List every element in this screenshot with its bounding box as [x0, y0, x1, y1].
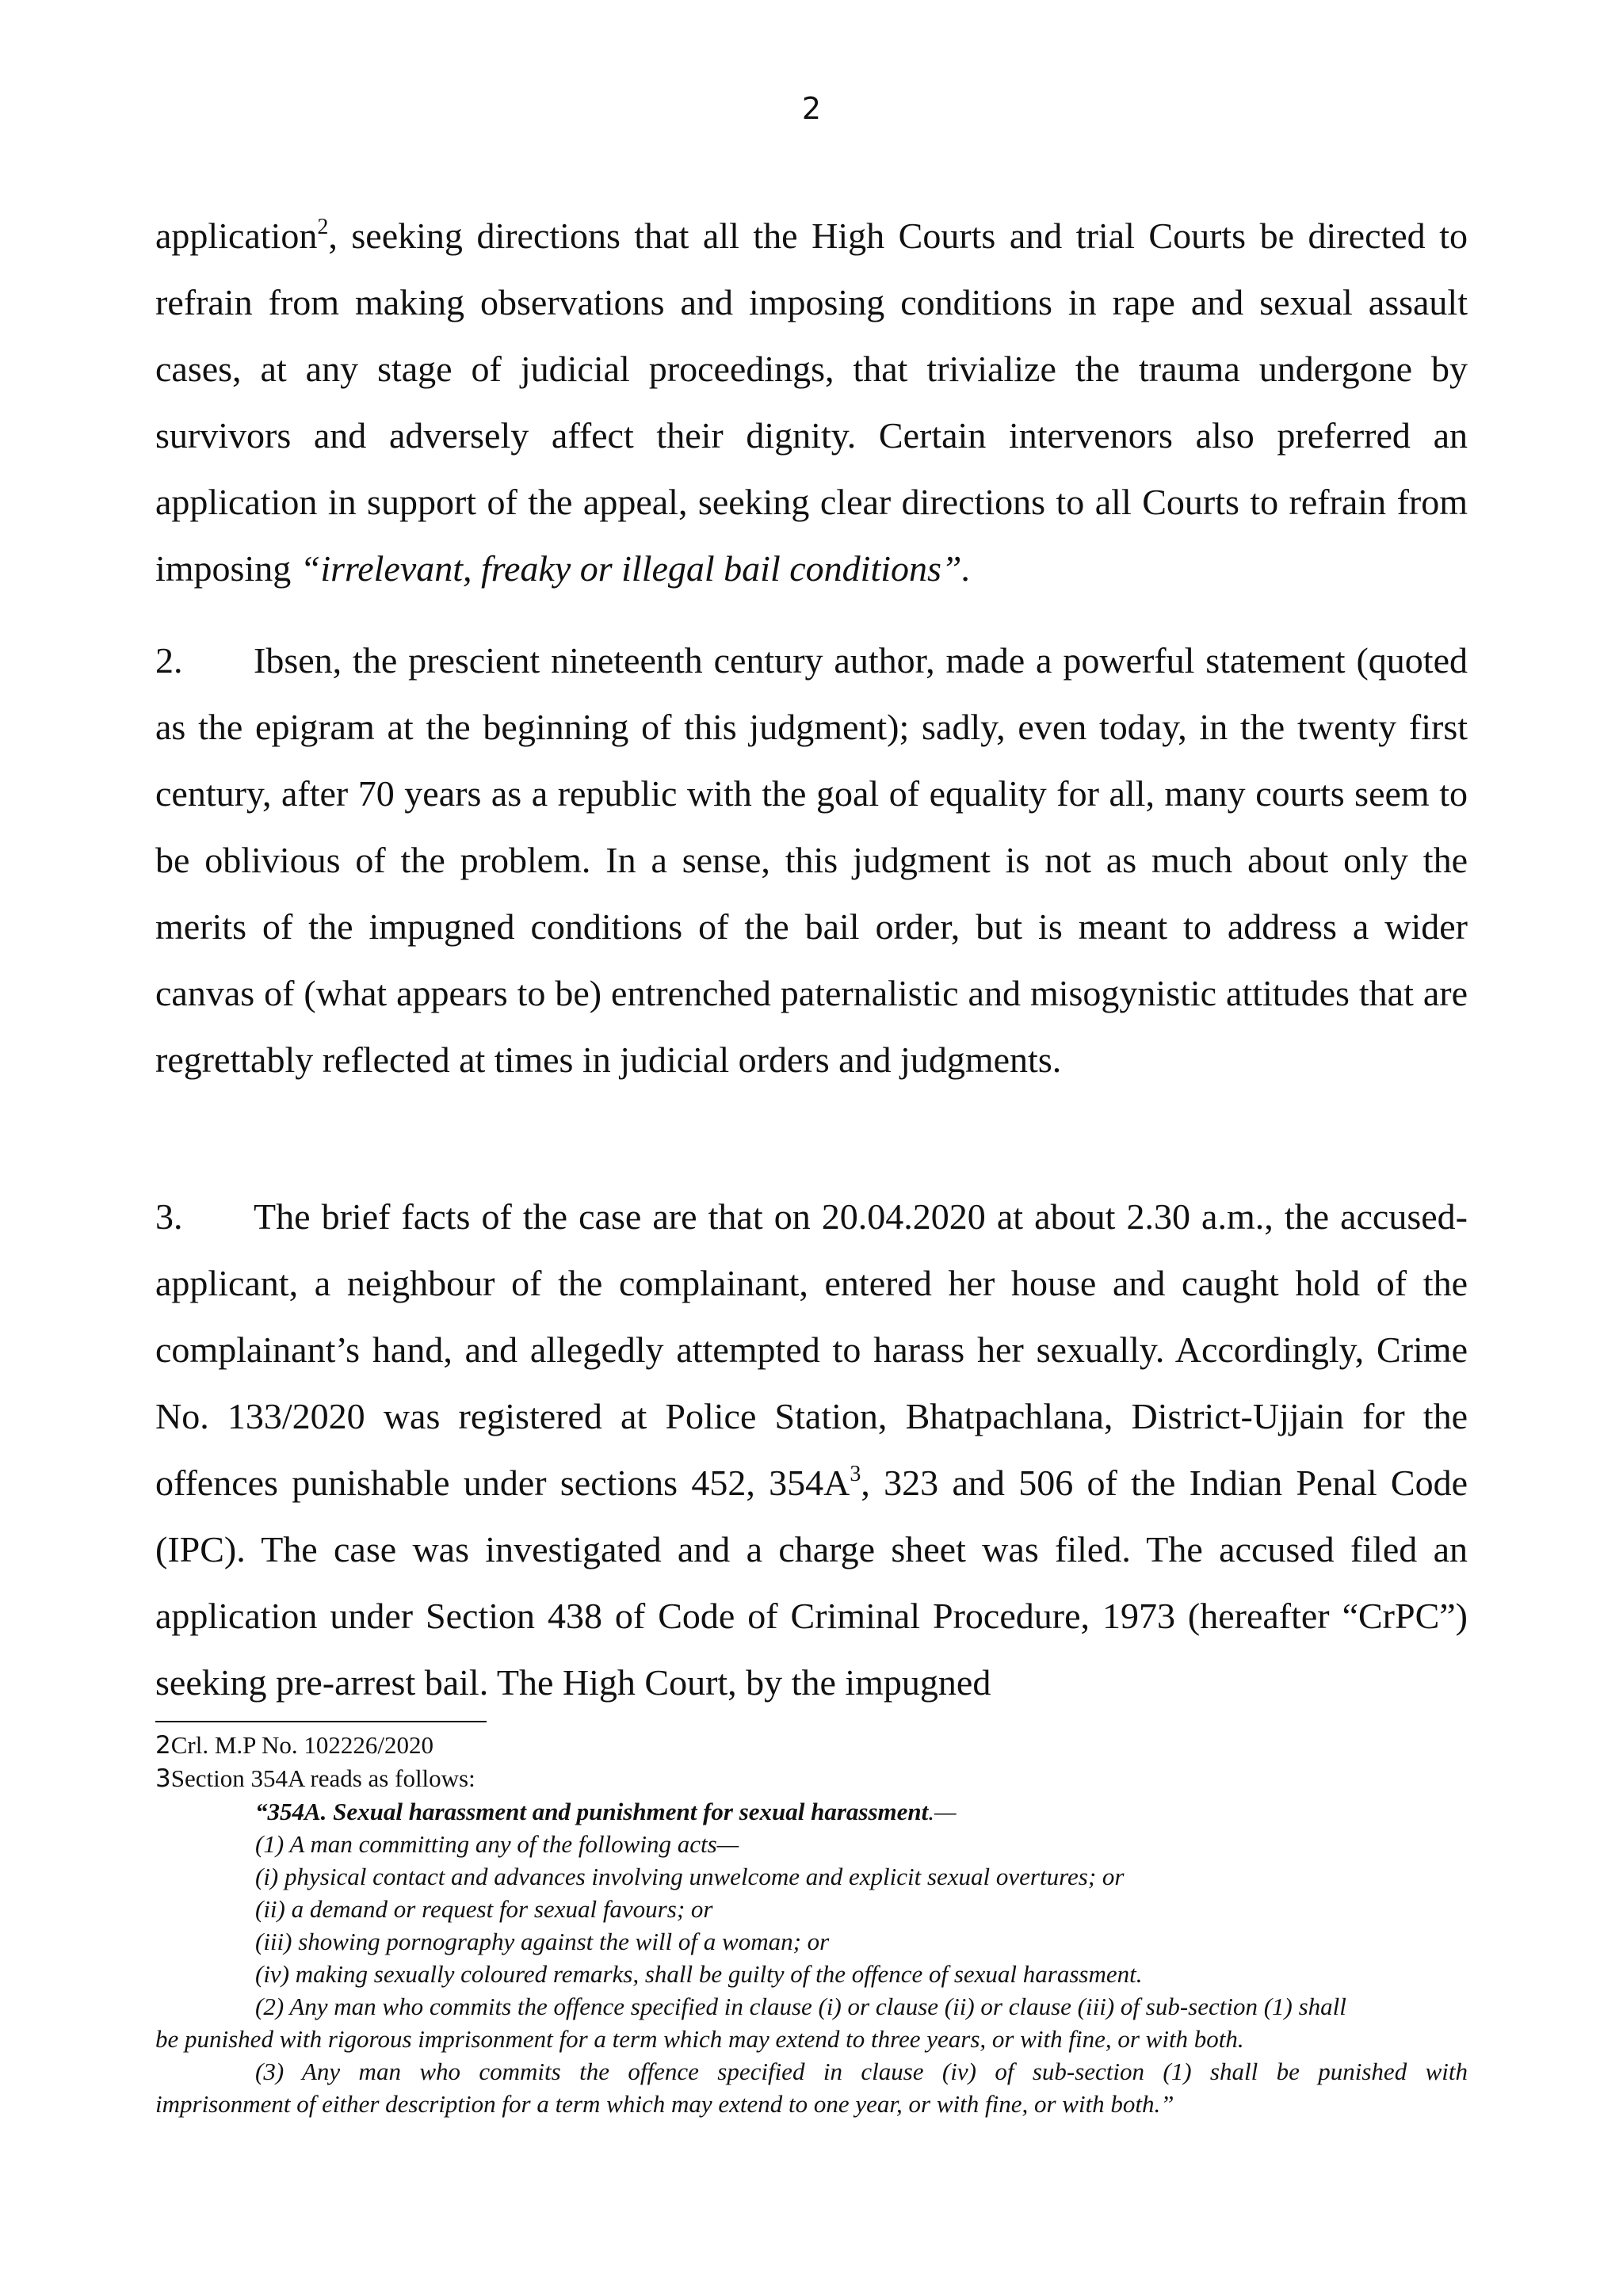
page-number: 2: [801, 91, 822, 126]
quote-line-6b: be punished with rigorous imprisonment for a term which may extend to three years, or with fine, or with both.: [155, 2025, 1244, 2053]
paragraph-2: [155, 627, 1468, 1093]
footnotes: [155, 1729, 1468, 2120]
quote-line-4: (iii) showing pornography against the will of a woman; or: [255, 1928, 830, 1955]
body-text: [155, 203, 1468, 602]
paragraph-2-number: 2.: [155, 640, 183, 681]
footnote-ref-3[interactable]: 3: [850, 1462, 861, 1486]
quote-line-7a: (3) Any man who commits the offence specified in clause (iv) of sub-section (1) shall be punished with: [255, 2058, 1468, 2085]
quote-heading: [155, 1795, 1468, 1828]
footnote-2-text: Crl. M.P No. 102226/2020: [170, 1731, 434, 1759]
paragraph-3-number: 3.: [155, 1196, 183, 1237]
quote-line-7b: imprisonment of either description for a term which may extend to one year, or with fine, or with both.”: [155, 2090, 1174, 2118]
footnote-2-mark: 2: [155, 1731, 171, 1760]
quote-heading-rest: .—: [928, 1798, 957, 1825]
paragraph-1-lead: application: [155, 215, 318, 256]
paragraph-1: [155, 203, 1468, 602]
paragraph-3-text-a: The brief facts of the case are that on 20.04.2020 at about 2.30 a.m., the accused-applicant, a neighbour of the complainant, entered her house and caught hold of the complainant’s hand, and allegedly attempted to harass her sexually. Accordingly, Crime No. 133/2020 was registered at Police Station, Bhatpachlana, District-Ujjain for the offences punishable under sections 452, 354A: [155, 1196, 1468, 1503]
footnote-3-mark: 3: [155, 1764, 171, 1793]
footnote-divider: [155, 1721, 487, 1722]
quote-line-2: (i) physical contact and advances involving unwelcome and explicit sexual overtures; or: [255, 1863, 1125, 1890]
footnote-3: [155, 1762, 1468, 1795]
paragraph-3-text-b: , 323 and 506 of the Indian Penal Code (IPC). The case was investigated and a charge sheet was filed. The accused filed an application under Section 438 of Code of Criminal Procedure, 1973 (hereafter “CrPC”) seeking pre-arrest bail. The High Court, by the impugned: [155, 1463, 1468, 1703]
quote-line-5: (iv) making sexually coloured remarks, shall be guilty of the offence of sexual harassment.: [255, 1960, 1143, 1988]
paragraph-2-text: Ibsen, the prescient nineteenth century author, made a powerful statement (quoted as the epigram at the beginning of this judgment); sadly, even today, in the twenty first century, after 70 years as a republic with the goal of equality for all, many courts seem to be oblivious of the problem. In a sense, this judgment is not as much about only the merits of the impugned conditions of the bail order, but is meant to address a wider canvas of (what appears to be) entrenched paternalistic and misogynistic attitudes that are regrettably reflected at times in judicial orders and judgments.: [155, 640, 1468, 1080]
paragraph-3: [155, 1184, 1468, 1716]
quote-line-6a: (2) Any man who commits the offence specified in clause (i) or clause (ii) or clause (iii) of sub-section (1) shall: [255, 1993, 1346, 2020]
paragraph-2-block: [155, 627, 1468, 1093]
paragraph-3-block: [155, 1184, 1468, 1716]
quote-line-3: (ii) a demand or request for sexual favours; or: [255, 1895, 713, 1923]
footnote-2: [155, 1729, 1468, 1762]
quote-line-1: (1) A man committing any of the following acts—: [255, 1830, 739, 1858]
quote-heading-bold: “354A. Sexual harassment and punishment for sexual harassment: [255, 1798, 929, 1825]
footnote-ref-2[interactable]: 2: [317, 215, 329, 239]
paragraph-1-body: , seeking directions that all the High Courts and trial Courts be directed to refrain from making observations and imposing conditions in rape and sexual assault cases, at any stage of judicial proceedings, that trivialize the trauma undergone by survivors and adversely affect their dignity. Certain intervenors also preferred an application in support of the appeal, seeking clear directions to all Courts to refrain from imposing: [155, 215, 1468, 589]
paragraph-1-quote: “irrelevant, freaky or illegal bail conditions”.: [300, 548, 971, 589]
footnote-3-text: Section 354A reads as follows:: [170, 1764, 475, 1792]
